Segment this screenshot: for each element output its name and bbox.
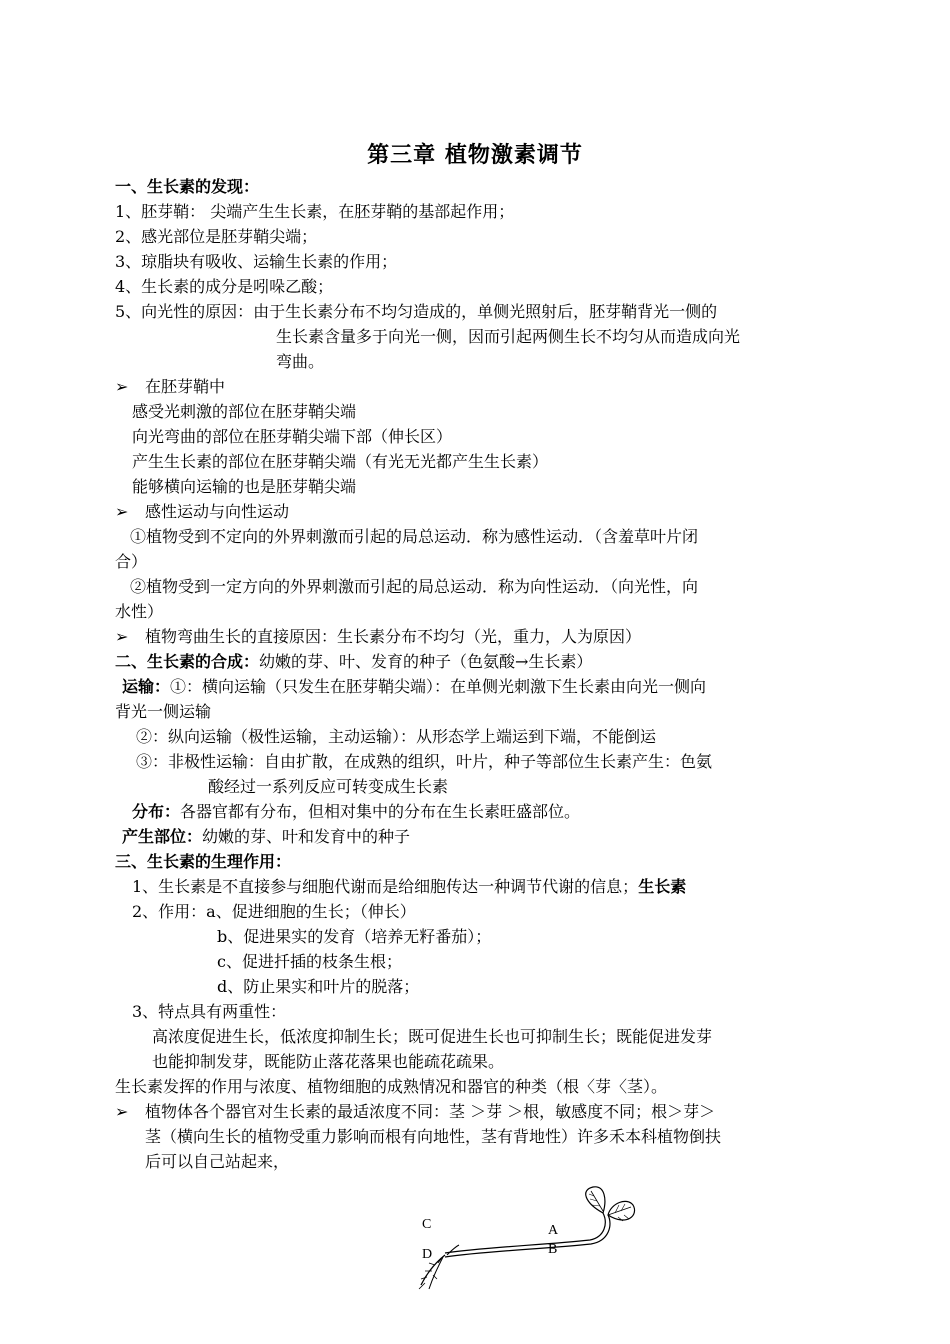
bullet-3 [115,625,641,649]
arrow-bullet-icon: ➢ [115,502,129,521]
bullet-1-item-2: 向光弯曲的部位在胚芽鞘尖端下部（伸长区） [132,427,453,446]
s3-point-2-c: c、促进扦插的枝条生根； [217,952,402,971]
transport-line-1 [122,675,706,699]
bullet-4-line-2: 茎（横向生长的植物受重力影响而根有向地性，茎有背地性）许多禾本科植物倒扶 [145,1127,722,1146]
bullet-4-line-3: 后可以自己站起来， [145,1152,290,1171]
section-2-heading: 二、生长素的合成： [115,652,260,671]
bullet-1 [115,375,225,399]
section-2-heading-rest: 幼嫩的芽、叶、发育的种子（色氨酸→生长素） [259,652,593,671]
plant-illustration [405,1185,650,1295]
bullet-2-para-2: ②植物受到一定方向的外界刺激而引起的局总运动．称为向性运动．（向光性，向 [130,577,699,596]
plant-figure [405,1185,650,1295]
s3-point-3-a: 高浓度促进生长，低浓度抑制生长；既可促进生长也可抑制生长；既能促进发芽 [152,1027,713,1046]
s3-point-3: 3、特点具有两重性： [132,1002,287,1021]
transport-1-cont: 背光一侧运输 [115,702,212,721]
transport-label: 运输： [122,677,171,696]
production-site-text: 幼嫩的芽、叶和发育中的种子 [202,827,411,846]
bullet-2-para-2-cont: 水性） [115,602,164,621]
s1-line-3: 3、琼脂块有吸收、运输生长素的作用； [115,252,398,271]
s1-line-4: 4、生长素的成分是吲哚乙酸； [115,277,334,296]
s1-line-5: 5、向光性的原因：由于生长素分布不均匀造成的，单侧光照射后，胚芽鞘背光一侧的 [115,302,718,321]
distribution-text: 各器官都有分布，但相对集中的分布在生长素旺盛部位。 [180,802,581,821]
page-title: 第三章 植物激素调节 [367,142,583,168]
production-site-line [122,825,410,849]
s1-line-5-cont: 生长素含量多于向光一侧，因而引起两侧生长不均匀从而造成向光 [276,327,741,346]
bullet-1-item-1: 感受光刺激的部位在胚芽鞘尖端 [132,402,357,421]
s3-point-1-bold: 生长素 [638,877,687,896]
transport-1: ①：横向运输（只发生在胚芽鞘尖端）：在单侧光刺激下生长素由向光一侧向 [170,677,707,696]
transport-2: ②：纵向运输（极性运输，主动运输）：从形态学上端运到下端，不能倒运 [136,727,657,746]
bullet-1-item-4: 能够横向运输的也是胚芽鞘尖端 [132,477,357,496]
transport-3: ③：非极性运输：自由扩散，在成熟的组织，叶片，种子等部位生长素产生：色氨 [136,752,713,771]
arrow-bullet-icon: ➢ [115,377,129,396]
production-site-label: 产生部位： [122,827,203,846]
s3-point-1-text: 1、生长素是不直接参与细胞代谢而是给细胞传达一种调节代谢的信息； [132,877,639,896]
arrow-bullet-icon: ➢ [115,627,129,646]
bullet-2 [115,500,289,524]
s3-point-2-b: b、促进果实的发育（培养无籽番茄）； [217,927,492,946]
figure-label-c: C [422,1217,432,1232]
section-2-heading-line [115,650,592,674]
bullet-2-para-1-cont: 合） [115,552,148,571]
section-3-heading: 三、生长素的生理作用： [115,852,292,871]
distribution-label: 分布： [132,802,181,821]
bullet-1-head: 在胚芽鞘中 [145,377,226,396]
bullet-2-para-1: ①植物受到不定向的外界刺激而引起的局总运动．称为感性运动．（含羞草叶片闭 [130,527,699,546]
s3-point-2: 2、作用：a、促进细胞的生长；（伸长） [132,902,416,921]
bullet-2-head: 感性运动与向性运动 [145,502,290,521]
section-1-heading: 一、生长素的发现： [115,177,260,196]
figure-label-d: D [422,1247,433,1262]
bullet-1-item-3: 产生生长素的部位在胚芽鞘尖端（有光无光都产生生长素） [132,452,549,471]
s3-point-4: 生长素发挥的作用与浓度、植物细胞的成熟情况和器官的种类（根〈芽〈茎）。 [115,1077,668,1096]
figure-label-b: B [548,1242,558,1257]
s3-point-1 [132,875,686,899]
bullet-3-text: 植物弯曲生长的直接原因：生长素分布不均匀（光，重力，人为原因） [145,627,642,646]
s1-line-2: 2、感光部位是胚芽鞘尖端； [115,227,318,246]
s3-point-2-d: d、防止果实和叶片的脱落； [217,977,420,996]
bullet-4 [115,1100,715,1124]
arrow-bullet-icon: ➢ [115,1102,129,1121]
figure-label-a: A [548,1223,559,1238]
s3-point-3-b: 也能抑制发芽，既能防止落花落果也能疏花疏果。 [152,1052,505,1071]
s1-line-5-cont2: 弯曲。 [276,352,325,371]
s1-line-1: 1、胚芽鞘： 尖端产生生长素，在胚芽鞘的基部起作用； [115,202,515,221]
transport-3-cont: 酸经过一系列反应可转变成生长素 [208,777,449,796]
bullet-4-line-1: 植物体各个器官对生长素的最适浓度不同：茎 ＞芽 ＞根，敏感度不同；根＞芽＞ [145,1102,716,1121]
distribution-line [132,800,580,824]
